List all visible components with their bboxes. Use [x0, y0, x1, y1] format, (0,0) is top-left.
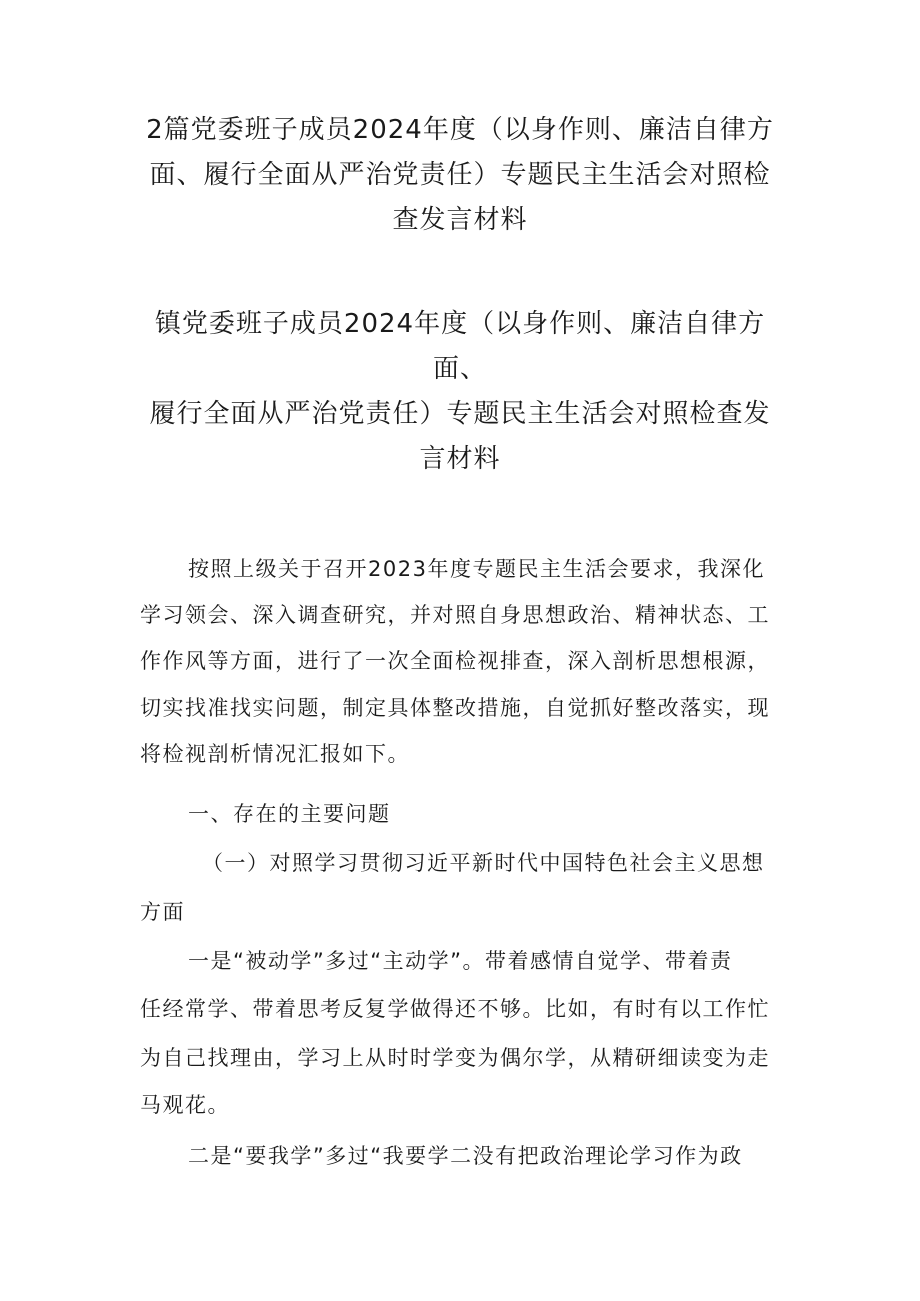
subtitle-line: 言材料	[419, 444, 501, 474]
point-paragraph-line: 任经常学、带着思考反复学做得还不够。比如，有时有以工作忙	[140, 997, 770, 1021]
title-line: 2篇党委班子成员2024年度（以身作则、廉洁自律方	[146, 115, 774, 145]
subsection-heading-line: （一）对照学习贯彻习近平新时代中国特色社会主义思想	[202, 851, 765, 875]
document-title	[120, 108, 800, 243]
intro-paragraph-line: 将检视剖析情况汇报如下。	[140, 742, 410, 766]
title-line: 面、履行全面从严治党责任）专题民主生活会对照检	[149, 160, 771, 190]
document-subtitle	[120, 302, 800, 482]
intro-paragraph-line: 学习领会、深入调查研究，并对照自身思想政治、精神状态、工	[140, 603, 770, 627]
intro-paragraph-line: 按照上级关于召开2023年度专题民主生活会要求，我深化	[188, 557, 765, 581]
intro-paragraph-line: 切实找准找实问题，制定具体整改措施，自觉抓好整改落实，现	[140, 696, 770, 720]
point-paragraph-line: 二是“要我学”多过“我要学二没有把政治理论学习作为政	[188, 1144, 743, 1168]
subsection-heading-line: 方面	[140, 900, 185, 924]
subtitle-line: 履行全面从严治党责任）专题民主生活会对照检查发	[149, 399, 771, 429]
intro-paragraph-line: 作作风等方面，进行了一次全面检视排查，深入剖析思想根源，	[140, 649, 770, 673]
section-heading: 一、存在的主要问题	[188, 802, 391, 826]
point-paragraph-line: 马观花。	[140, 1093, 230, 1117]
point-paragraph-line: 为自己找理由，学习上从时时学变为偶尔学，从精研细读变为走	[140, 1046, 770, 1070]
subtitle-line: 面、	[432, 354, 487, 384]
subtitle-line: 镇党委班子成员2024年度（以身作则、廉洁自律方	[154, 309, 766, 339]
point-paragraph-line: 一是“被动学”多过“主动学”。带着感情自觉学、带着责	[188, 949, 733, 973]
title-line: 查发言材料	[392, 205, 528, 235]
